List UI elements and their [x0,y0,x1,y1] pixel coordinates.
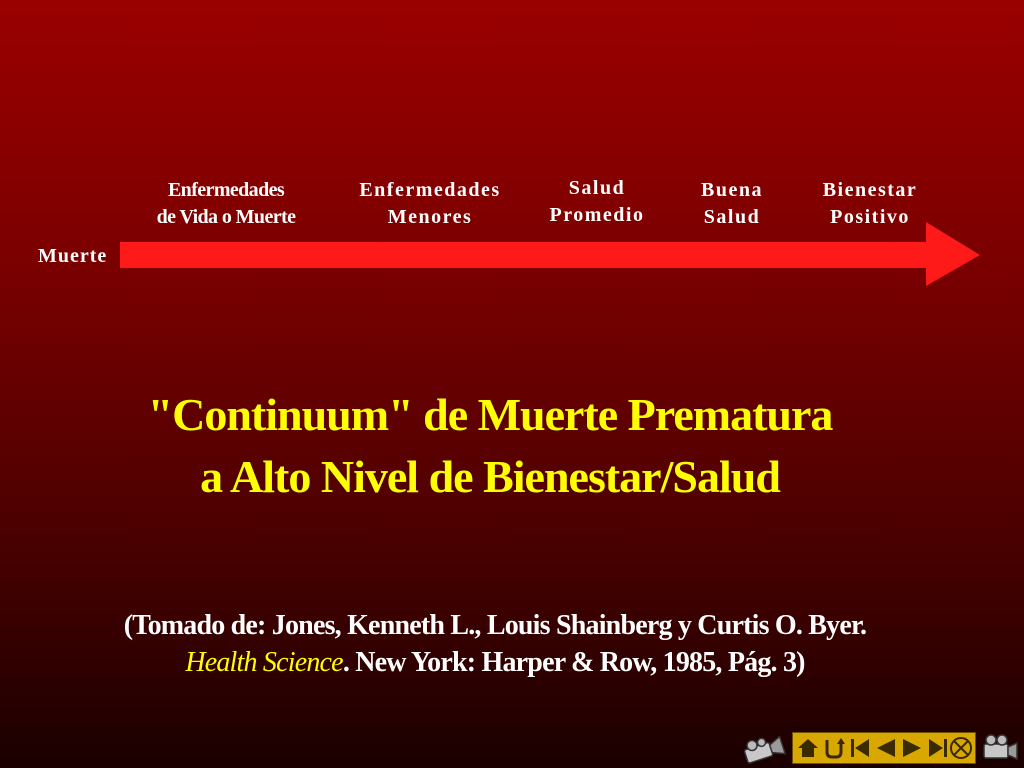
continuum-arrow [120,222,982,288]
stage-label-line2: Promedio [549,204,645,226]
stage-label-line1: Buena [701,179,763,201]
continuum-start-label: Muerte [38,245,108,267]
stage-label-average-health [535,175,659,229]
previous-slide-icon[interactable] [873,735,899,761]
citation-line1: (Tomado de: Jones, Kenneth L., Louis Shainberg y Curtis O. Byer. [123,610,867,641]
first-slide-icon[interactable] [847,735,873,761]
stage-label-line2: de Vida o Muerte [156,206,296,228]
stage-label-line1: Bienestar [822,179,918,201]
stage-label-line1: Enfermedades [359,179,501,201]
stage-label-line2: Positivo [830,206,910,228]
page-title-line2: a Alto Nivel de Bienestar/Salud [200,451,780,502]
stage-label-line2: Menores [387,206,473,228]
navigation-bar [792,732,976,764]
stage-label-line2: Salud [703,206,761,228]
citation-book-title: Health Science [185,647,343,678]
home-icon[interactable] [795,735,821,761]
return-icon[interactable] [821,735,847,761]
video-camera-icon[interactable] [741,734,787,766]
page-title-line1: "Continuum" de Muerte Prematura [147,389,833,440]
stage-label-line1: Enfermedades [167,179,285,201]
stage-label-line1: Salud [568,177,626,199]
exit-icon[interactable] [948,735,974,761]
citation-line2 [0,647,990,679]
citation-publisher: . New York: Harper & Row, 1985, Pág. 3) [342,647,805,678]
next-slide-icon[interactable] [899,735,925,761]
projector-icon[interactable] [980,732,1020,764]
